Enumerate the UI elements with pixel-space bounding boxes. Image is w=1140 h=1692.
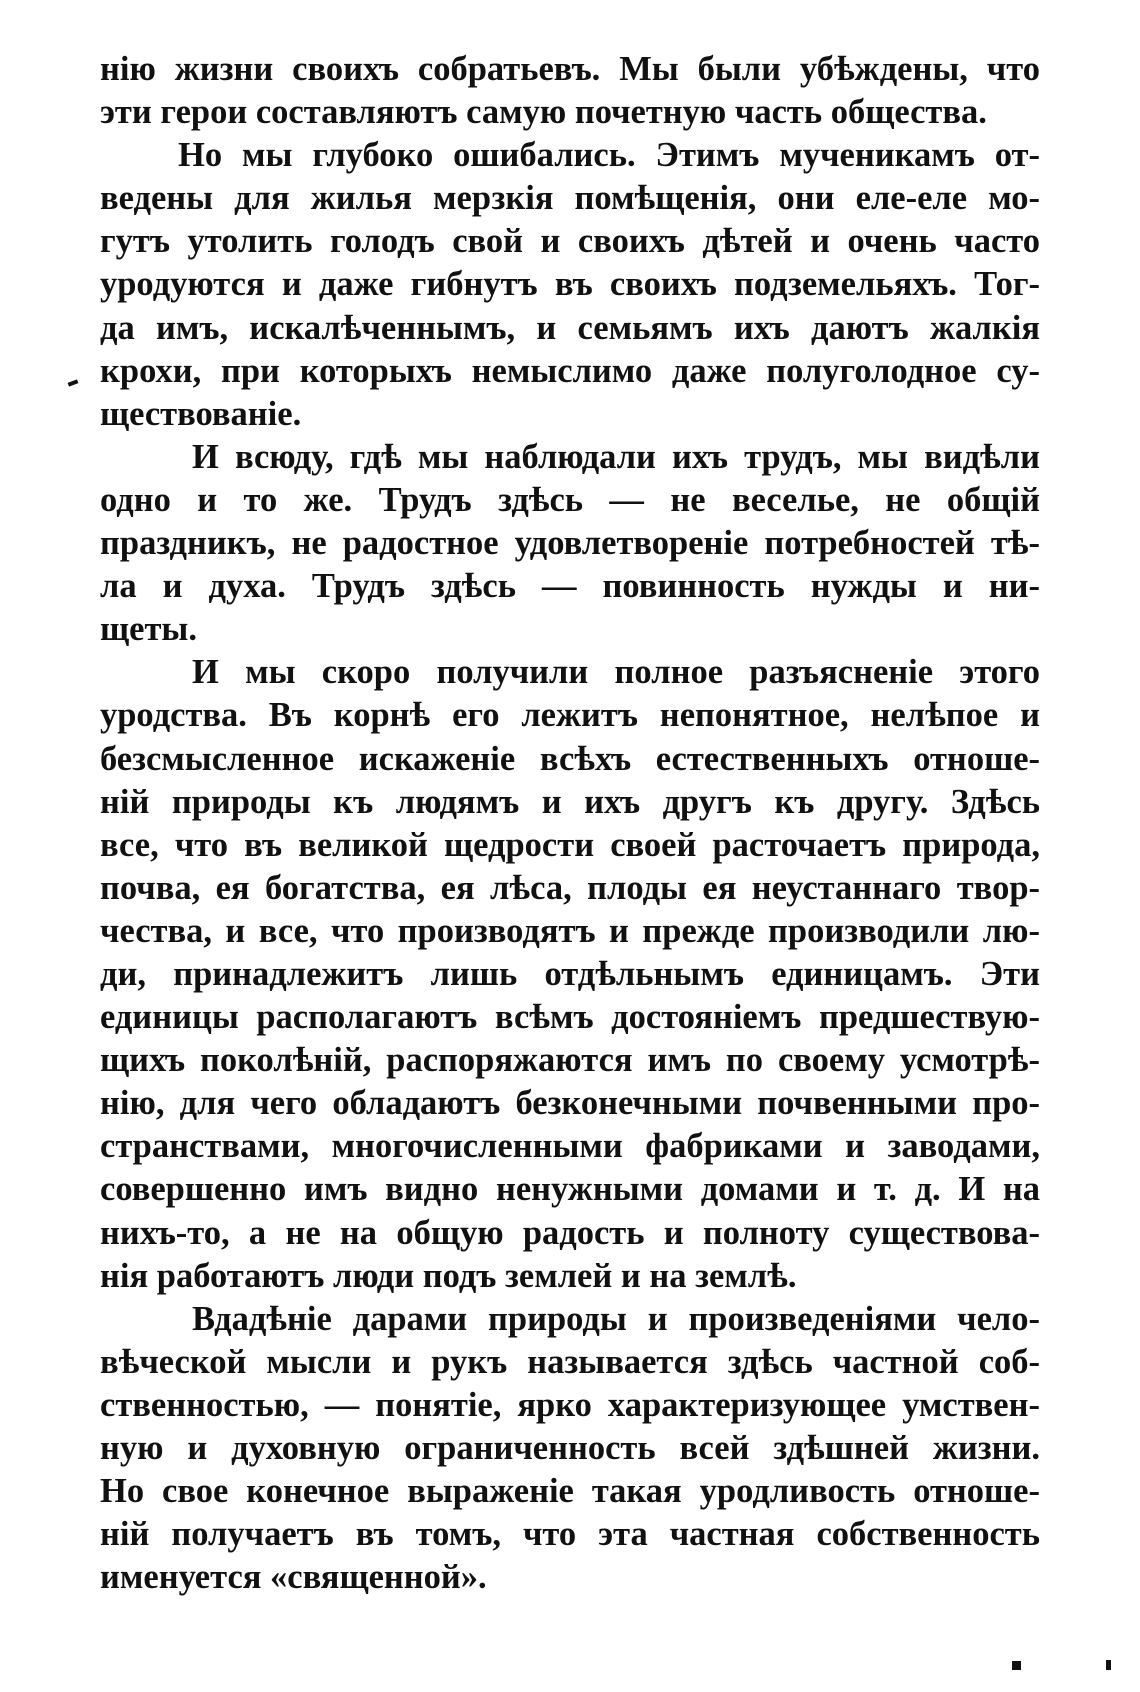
text-line: нію, для чего обладаютъ безконечными почвенными про- <box>100 1084 1040 1123</box>
text-line: щеты. <box>100 610 197 649</box>
text-line: щихъ поколѣній, распоряжаются имъ по своему усмотрѣ- <box>100 1041 1040 1080</box>
text-line: И всюду, гдѣ мы наблюдали ихъ трудъ, мы видѣли <box>192 437 1040 476</box>
text-line: чества, и все, что производятъ и прежде производили лю- <box>100 911 1040 950</box>
text-line: Но свое конечное выраженіе такая уродливость отноше- <box>100 1472 1040 1511</box>
text-line: праздникъ, не радостное удовлетвореніе потребностей тѣ- <box>100 524 1040 563</box>
text-line: И мы скоро получили полное разъясненіе этого <box>192 653 1040 692</box>
text-line: ществованіе. <box>100 394 302 433</box>
text-line: Но мы глубоко ошибались. Этимъ мученикамъ от- <box>178 136 1040 175</box>
text-line: совершенно имъ видно ненужными домами и т. д. И на <box>100 1170 1040 1209</box>
text-line: ведены для жилья мерзкія помѣщенія, они еле-еле мо- <box>100 179 1040 218</box>
text-line: нихъ-то, а не на общую радость и полноту существова- <box>100 1213 1040 1252</box>
text-line: эти герои составляютъ самую почетную часть общества. <box>100 93 987 132</box>
text-line: все, что въ великой щедрости своей расточаетъ природа, <box>100 825 1040 864</box>
text-line: ла и духа. Трудъ здѣсь — повинность нужды и ни- <box>100 567 1040 606</box>
text-line: да имъ, искалѣченнымъ, и семьямъ ихъ даютъ жалкія <box>100 308 1040 347</box>
text-line: нія работаютъ люди подъ землей и на землѣ. <box>100 1256 797 1295</box>
text-line: вѣческой мысли и рукъ называется здѣсь частной соб- <box>100 1342 1040 1381</box>
text-line: ную и духовную ограниченность всей здѣшней жизни. <box>100 1429 1040 1467</box>
page-text <box>100 48 1040 1599</box>
text-line: гутъ утолить голодъ свой и своихъ дѣтей и очень часто <box>100 222 1040 261</box>
text-line: крохи, при которыхъ немыслимо даже полуголодное су- <box>100 351 1040 390</box>
margin-mark <box>68 379 79 386</box>
text-line: именуется «священной». <box>100 1558 487 1597</box>
text-line: ній природы къ людямъ и ихъ другъ къ другу. Здѣсь <box>100 782 1040 821</box>
text-line: уродства. Въ корнѣ его лежитъ непонятное, нелѣпое и <box>100 696 1040 735</box>
text-line: ди, принадлежитъ лишь отдѣльнымъ единицамъ. Эти <box>100 954 1040 993</box>
text-line: единицы располагаютъ всѣмъ достояніемъ предшествую- <box>100 998 1040 1037</box>
corner-mark <box>1012 1661 1021 1670</box>
text-line: Вдадѣніе дарами природы и произведеніями чело- <box>192 1299 1040 1338</box>
text-line: почва, ея богатства, ея лѣса, плоды ея неустаннаго твор- <box>100 868 1040 907</box>
text-line: уродуются и даже гибнутъ въ своихъ подземельяхъ. Тог- <box>100 265 1040 304</box>
text-line: одно и то же. Трудъ здѣсь — не веселье, не общій <box>100 480 1040 519</box>
text-line: странствами, многочисленными фабриками и заводами, <box>100 1127 1040 1166</box>
text-line: ній получаетъ въ томъ, что эта частная собственность <box>100 1515 1040 1554</box>
text-line: нію жизни своихъ собратьевъ. Мы были убѣждены, что <box>100 50 1040 88</box>
text-line: ственностью, — понятіе, ярко характеризующее умствен- <box>100 1385 1040 1424</box>
text-line: безсмысленное искаженіе всѣхъ естественныхъ отноше- <box>100 739 1040 778</box>
corner-mark <box>1106 1660 1111 1670</box>
